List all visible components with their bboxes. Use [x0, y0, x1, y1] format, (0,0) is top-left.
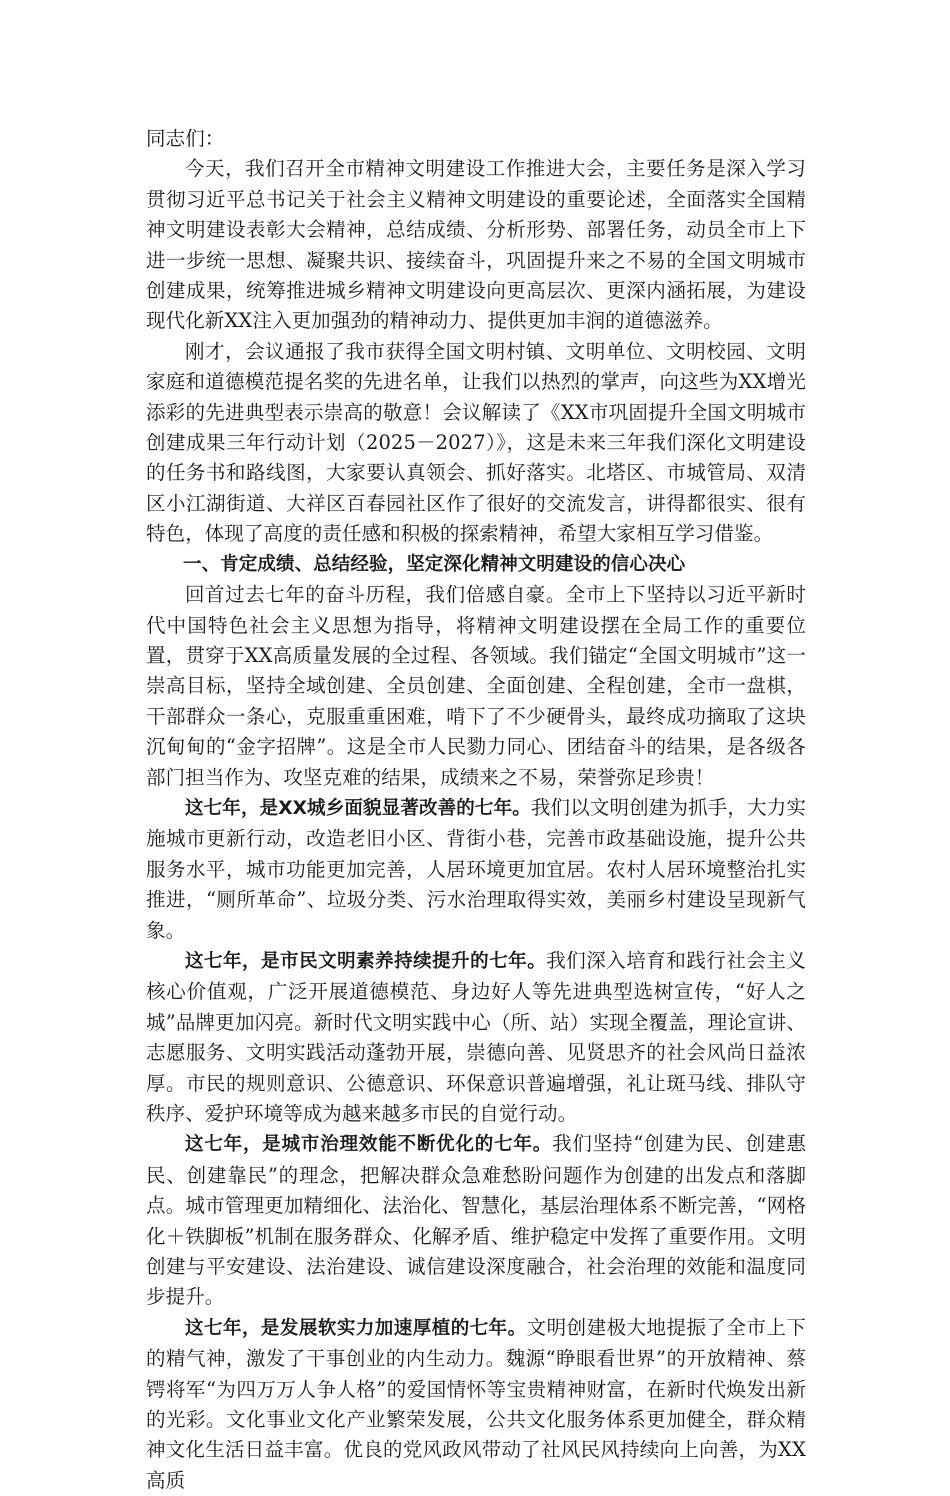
achievement-lead: 这七年，是城市治理效能不断优化的七年。 [185, 1134, 553, 1156]
document-page [146, 124, 806, 1496]
achievement-lead: 这七年，是市民文明素养持续提升的七年。 [185, 950, 547, 972]
achievement-paragraph [146, 1313, 806, 1496]
meeting-summary-paragraph: 刚才，会议通报了我市获得全国文明村镇、文明单位、文明校园、文明家庭和道德模范提名奖的先进名单，让我们以热烈的掌声，向这些为XX增光添彩的先进典型表示崇高的敬意！会议解读了《XX市巩固提升全国文明城市创建成果三年行动计划（2025－2027）》，这是未来三年我们深化文明建设的任务书和路线图，大家要认真领会、抓好落实。北塔区、市城管局、双清区小江湖街道、大祥区百春园社区作了很好的交流发言，讲得都很实、很有特色，体现了高度的责任感和积极的探索精神，希望大家相互学习借鉴。 [146, 339, 806, 546]
salutation: 同志们： [146, 127, 225, 150]
achievement-paragraph [146, 793, 806, 946]
achievement-paragraph [146, 1129, 806, 1312]
achievement-body: 我们深入培育和践行社会主义核心价值观，广泛开展道德模范、身边好人等先进典型选树宣传，“好人之城”品牌更加闪亮。新时代文明实践中心（所、站）实现全覆盖，理论宣讲、志愿服务、文明实践活动蓬勃开展，崇德向善、见贤思齐的社会风尚日益浓厚。市民的规则意识、公德意识、环保意识普遍增强，礼让斑马线、排队守秩序、爱护环境等成为越来越多市民的自觉行动。 [146, 948, 806, 1125]
section-intro-paragraph: 回首过去七年的奋斗历程，我们倍感自豪。全市上下坚持以习近平新时代中国特色社会主义思想为指导，将精神文明建设摆在全局工作的重要位置，贯穿于XX高质量发展的全过程、各领域。我们锚定“全国文明城市”这一崇高目标，坚持全域创建、全员创建、全面创建、全程创建，全市一盘棋，干部群众一条心，克服重重困难，啃下了不少硬骨头，最终成功摘取了这块沉甸甸的“金字招牌”。这是全市人民勠力同心、团结奋斗的结果，是各级各部门担当作为、攻坚克难的结果，成绩来之不易，荣誉弥足珍贵！ [146, 583, 806, 789]
achievement-body: 我们以文明创建为抓手，大力实施城市更新行动，改造老旧小区、背街小巷，完善市政基础设施，提升公共服务水平，城市功能更加完善，人居环境更加宜居。农村人居环境整治扎实推进，“厕所革命”、垃圾分类、污水治理取得实效，美丽乡村建设呈现新气象。 [146, 795, 806, 942]
achievement-lead: 这七年，是发展软实力加速厚植的七年。 [185, 1317, 527, 1339]
opening-paragraph: 今天，我们召开全市精神文明建设工作推进大会，主要任务是深入学习贯彻习近平总书记关于社会主义精神文明建设的重要论述，全面落实全国精神文明建设表彰大会精神，总结成绩、分析形势、部署任务，动员全市上下进一步统一思想、凝聚共识、接续奋斗，巩固提升来之不易的全国文明城市创建成果，统筹推进城乡精神文明建设向更高层次、更深内涵拓展，为建设现代化新XX注入更加强劲的精神动力、提供更加丰润的道德滋养。 [146, 157, 806, 333]
achievement-paragraph [146, 946, 806, 1129]
achievement-lead: 这七年，是XX城乡面貌显著改善的七年。 [185, 797, 531, 819]
section-heading: 一、肯定成绩、总结经验，坚定深化精神文明建设的信心决心 [183, 553, 686, 575]
achievement-body: 文明创建极大地提振了全市上下的精气神，激发了干事创业的内生动力。魏源“睁眼看世界”的开放精神、蔡锷将军“为四万万人争人格”的爱国情怀等宝贵精神财富，在新时代焕发出新的光彩。文化事业文化产业繁荣发展，公共文化服务体系更加健全，群众精神文化生活日益丰富。优良的党风政风带动了社风民风持续向上向善，为XX高质 [146, 1315, 806, 1492]
achievement-body: 我们坚持“创建为民、创建惠民、创建靠民”的理念，把解决群众急难愁盼问题作为创建的出发点和落脚点。城市管理更加精细化、法治化、智慧化，基层治理体系不断完善，“网格化＋铁脚板”机制在服务群众、化解矛盾、维护稳定中发挥了重要作用。文明创建与平安建设、法治建设、诚信建设深度融合，社会治理的效能和温度同步提升。 [146, 1132, 806, 1309]
